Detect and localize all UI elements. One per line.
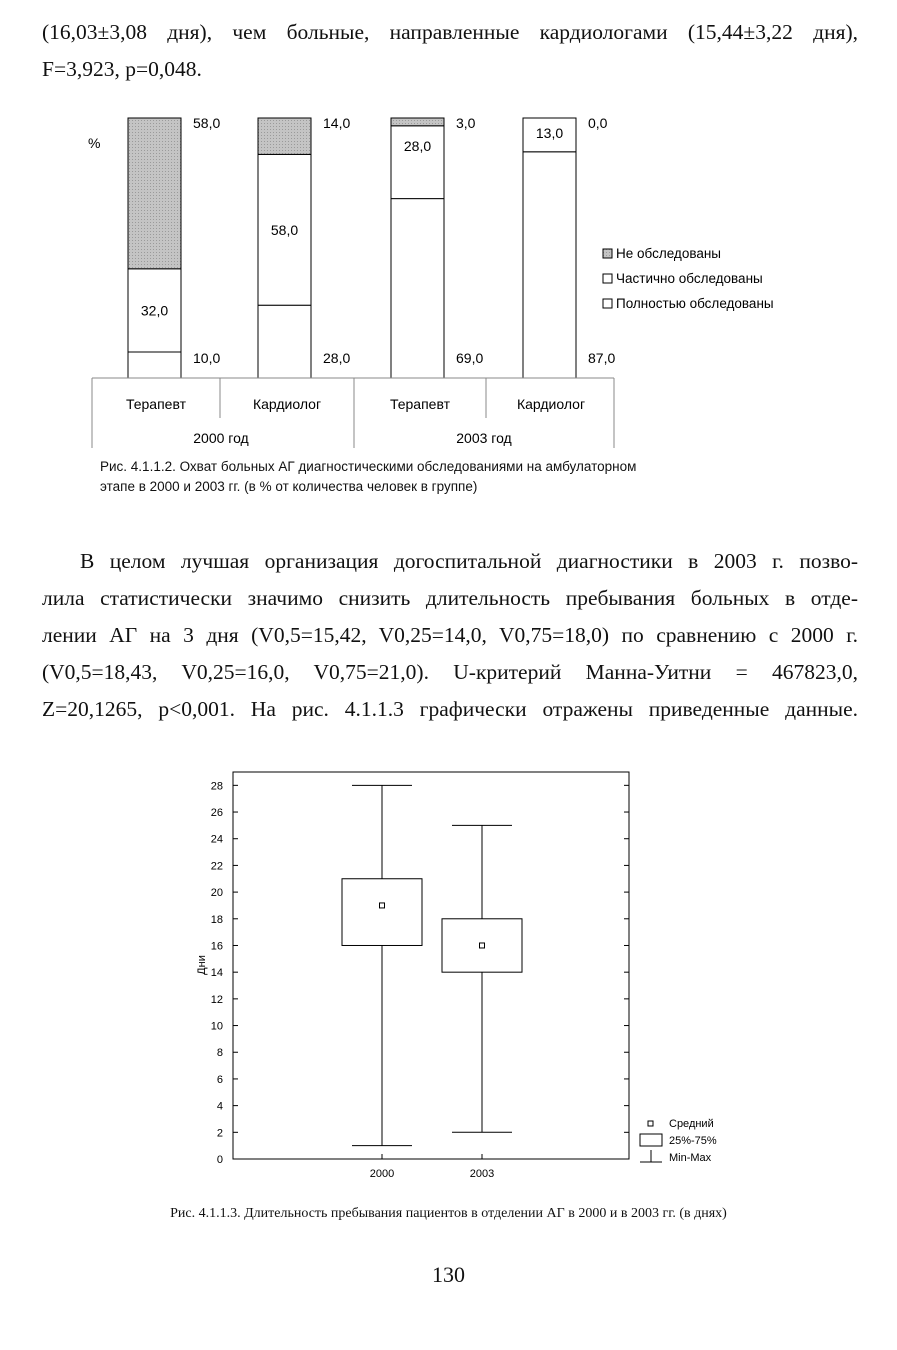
- mean-marker: [380, 903, 385, 908]
- legend-label: Полностью обследованы: [616, 296, 774, 311]
- data-label: 3,0: [456, 115, 476, 131]
- data-label: 0,0: [588, 115, 608, 131]
- y-tick-label: 28: [210, 780, 223, 793]
- data-label: 69,0: [456, 350, 484, 366]
- data-label: 58,0: [270, 221, 299, 238]
- category-label: Кардиолог: [252, 396, 322, 412]
- y-tick-label: 20: [210, 887, 223, 900]
- y-tick-label: 22: [210, 860, 223, 873]
- y-tick-label: 16: [210, 940, 223, 953]
- paragraph-line: F=3,923, p=0,048.: [42, 57, 202, 81]
- data-label: 14,0: [323, 115, 351, 131]
- group-label: 2003 год: [456, 430, 512, 446]
- data-label: 58,0: [193, 115, 221, 131]
- paragraph-line: В целом лучшая организация догоспитальной диагностики в 2003 г. позво-: [80, 549, 858, 573]
- y-unit-label: %: [88, 135, 101, 151]
- x-tick-label: 2000: [369, 1168, 395, 1180]
- y-tick-label: 26: [210, 807, 223, 820]
- y-tick-label: 24: [210, 833, 223, 846]
- figure1-caption: Рис. 4.1.1.2. Охват больных АГ диагностическими обследованиями на амбулаторном этапе в 2000 и 2003 гг. (в % от количества человек в группе): [100, 459, 637, 494]
- y-tick-label: 8: [216, 1047, 223, 1060]
- data-label: 10,0: [193, 350, 221, 366]
- category-label: Кардиолог: [516, 396, 586, 412]
- page-number: 130: [432, 1262, 465, 1287]
- y-tick-label: 10: [210, 1020, 223, 1033]
- y-tick-label: 4: [216, 1100, 223, 1113]
- legend-label: Не обследованы: [616, 246, 722, 261]
- group-label: 2000 год: [193, 430, 249, 446]
- y-axis-label: Дни: [196, 955, 208, 975]
- paragraph-line: (16,03±3,08 дня), чем больные, направленные кардиологами (15,44±3,22 дня),: [42, 20, 858, 44]
- data-label: 32,0: [140, 302, 169, 319]
- figure2-caption: Рис. 4.1.1.3. Длительность пребывания пациентов в отделении АГ в 2000 и в 2003 гг. (в днях): [170, 1206, 727, 1221]
- y-tick-label: 18: [210, 913, 223, 926]
- quartile-box: [342, 879, 422, 946]
- category-label: Терапевт: [389, 396, 451, 412]
- legend-mean-marker: [648, 1121, 653, 1126]
- legend-label: Частично обследованы: [616, 271, 763, 286]
- x-tick-label: 2003: [469, 1168, 495, 1180]
- paragraph-line: лила статистически значимо снизить длительность пребывания больных в отде-: [42, 586, 858, 610]
- legend-label: Средний: [669, 1118, 714, 1130]
- y-tick-label: 12: [210, 993, 223, 1006]
- paragraph-line: лении АГ на 3 дня (V0,5=15,42, V0,25=14,0, V0,75=18,0) по сравнению с 2000 г.: [42, 623, 858, 647]
- data-label: 13,0: [535, 125, 564, 141]
- mean-marker: [480, 943, 485, 948]
- plot-frame: [233, 772, 629, 1159]
- y-tick-label: 0: [216, 1154, 223, 1166]
- data-label: 28,0: [323, 350, 351, 366]
- y-tick-label: 14: [210, 967, 223, 980]
- data-label: 87,0: [588, 350, 616, 366]
- category-label: Терапевт: [125, 396, 187, 412]
- paragraph-line: (V0,5=18,43, V0,25=16,0, V0,75=21,0). U-критерий Манна-Уитни = 467823,0,: [42, 660, 858, 684]
- y-tick-label: 2: [216, 1127, 223, 1140]
- paragraph-line: Z=20,1265, p<0,001. На рис. 4.1.1.3 графически отражены приведенные данные.: [42, 697, 858, 721]
- data-label: 28,0: [403, 137, 432, 154]
- y-tick-label: 6: [216, 1073, 223, 1086]
- boxplot-legend: [640, 1118, 717, 1164]
- legend-label: 25%-75%: [669, 1135, 717, 1147]
- legend-box-marker: [640, 1134, 662, 1146]
- legend-label: Min-Max: [669, 1152, 712, 1164]
